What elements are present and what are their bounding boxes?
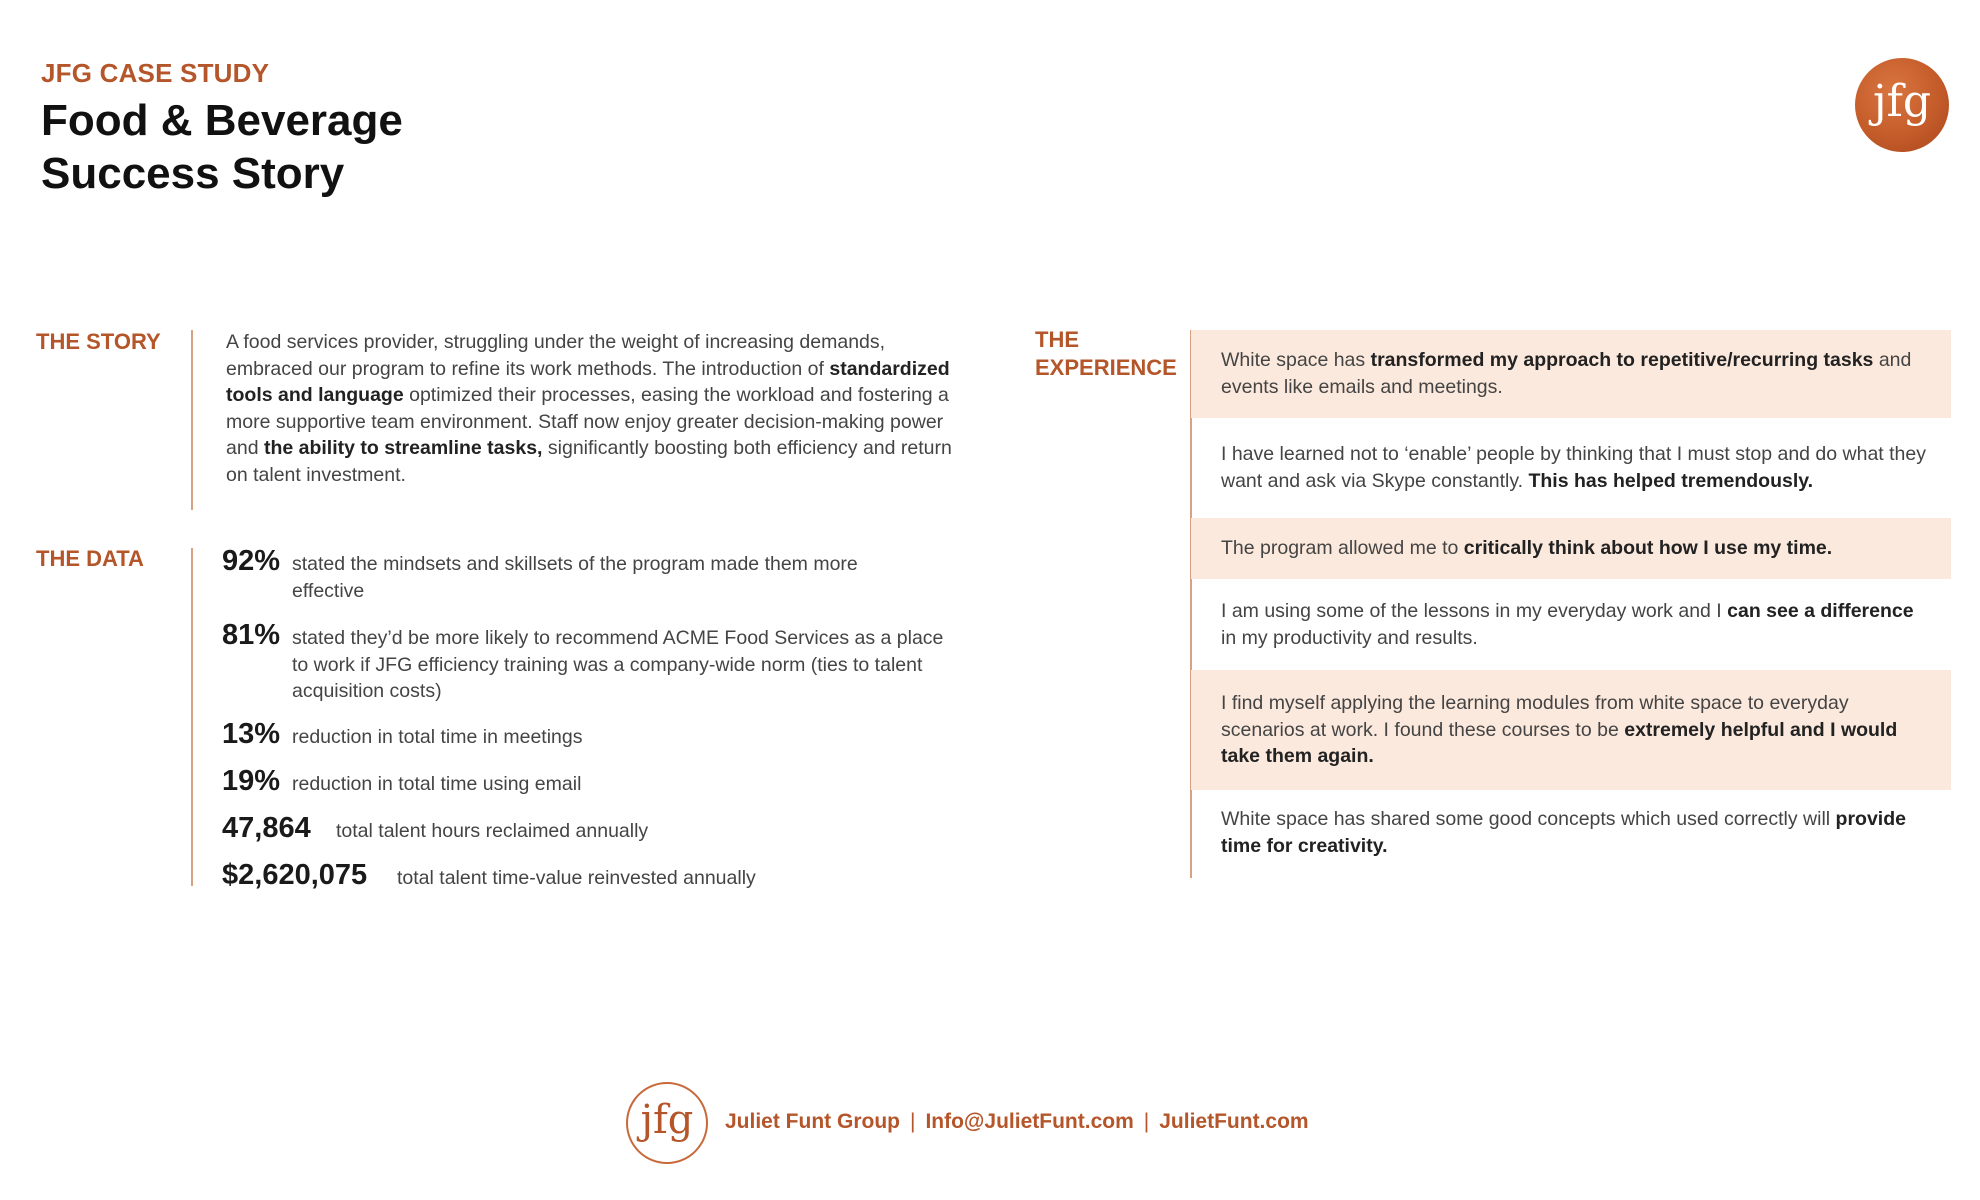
footer-contact: [725, 1110, 1309, 1134]
quote-card: [1191, 579, 1951, 670]
story-bold-2: the ability to streamline tasks,: [263, 437, 543, 460]
story-label: THE STORY: [36, 329, 161, 354]
footer-separator: |: [1143, 1110, 1150, 1133]
experience-label: [1035, 326, 1177, 382]
quote-text-part: White space has: [1221, 349, 1371, 372]
story-text-2: optimized their processes, easing the workload and fostering a more supportive team environment. Staff now enjoy greater decision-making power and: [226, 384, 949, 460]
quote-text: [1221, 535, 1832, 562]
page-title-line-1: Food & Beverage: [41, 96, 403, 145]
quote-text-part: White space has shared some good concepts which used correctly will: [1221, 808, 1836, 831]
quote-bold-part: can see a difference: [1727, 599, 1914, 622]
story-text-3: significantly boosting both efficiency and return on talent investment.: [226, 437, 952, 486]
story-divider: [191, 330, 193, 510]
page-title: [41, 94, 403, 200]
data-value: 92%: [222, 545, 281, 577]
data-value: 13%: [222, 718, 281, 750]
jfg-logo: jfg: [1855, 58, 1949, 152]
story-bold-1: standardized tools and language: [226, 357, 950, 407]
quote-text: [1221, 441, 1931, 494]
story-text-1: A food services provider, struggling under the weight of increasing demands, embraced our program to refine its work methods. The introduction of: [226, 331, 886, 380]
experience-label-line-1: THE: [1035, 327, 1079, 352]
quote-card: [1191, 518, 1951, 579]
data-value: 19%: [222, 765, 281, 797]
quote-text-part: I have learned not to ‘enable’ people by thinking that I must stop and do what they want and ask via Skype constantly.: [1221, 443, 1926, 492]
quote-text-part: in my productivity and results.: [1221, 626, 1478, 649]
footer-separator: |: [909, 1110, 916, 1133]
data-value: 81%: [222, 619, 281, 651]
quote-text: [1221, 598, 1931, 651]
quote-text-part: The program allowed me to: [1221, 537, 1464, 560]
page-title-line-2: Success Story: [41, 149, 345, 198]
footer-jfg-logo: jfg: [626, 1082, 708, 1164]
footer-company: Juliet Funt Group: [725, 1110, 900, 1133]
quote-card: [1191, 790, 1951, 876]
data-item: [222, 718, 892, 751]
data-item: [222, 812, 896, 845]
quote-bold-part: transformed my approach to repetitive/recurring tasks: [1370, 349, 1874, 372]
quote-bold-part: extremely helpful and I would take them again.: [1221, 718, 1898, 768]
data-text: reduction in total time in meetings: [292, 726, 583, 748]
story-paragraph: [226, 329, 961, 489]
footer-website-link[interactable]: JulietFunt.com: [1159, 1110, 1309, 1133]
data-text: total talent hours reclaimed annually: [336, 820, 649, 842]
case-study-kicker: JFG CASE STUDY: [41, 58, 270, 88]
data-text: reduction in total time using email: [292, 773, 582, 795]
quote-card: [1191, 418, 1951, 518]
quote-text-part: and events like emails and meetings.: [1221, 349, 1912, 398]
data-divider: [191, 548, 193, 886]
quote-card: [1191, 330, 1951, 418]
quote-text-part: I am using some of the lessons in my everyday work and I: [1221, 599, 1728, 622]
data-text: total talent time-value reinvested annually: [397, 867, 756, 889]
data-value: $2,620,075: [222, 859, 368, 891]
data-item: [222, 765, 892, 798]
quote-card: [1191, 670, 1951, 790]
footer-email-link[interactable]: Info@JulietFunt.com: [925, 1110, 1134, 1133]
quote-bold-part: This has helped tremendously.: [1528, 470, 1814, 492]
data-item: [222, 859, 917, 892]
data-item: [222, 619, 962, 705]
experience-label-line-2: EXPERIENCE: [1035, 355, 1177, 380]
quote-text: [1221, 806, 1931, 859]
quote-text: [1221, 347, 1931, 400]
data-value: 47,864: [222, 812, 311, 844]
data-item: [222, 545, 892, 604]
data-text: stated they’d be more likely to recommend ACME Food Services as a place to work if JFG efficiency training was a company-wide norm (ties to talent acquisition costs): [292, 627, 944, 703]
quote-text-part: I find myself applying the learning modules from white space to everyday scenarios at work. I found these courses to be: [1221, 692, 1849, 741]
experience-quotes: [1191, 330, 1951, 876]
quote-bold-part: critically think about how I use my time.: [1463, 537, 1833, 560]
data-label: THE DATA: [36, 546, 144, 571]
data-text: stated the mindsets and skillsets of the program made them more effective: [292, 553, 858, 602]
quote-bold-part: provide time for creativity.: [1221, 808, 1906, 857]
quote-text: [1221, 690, 1931, 770]
